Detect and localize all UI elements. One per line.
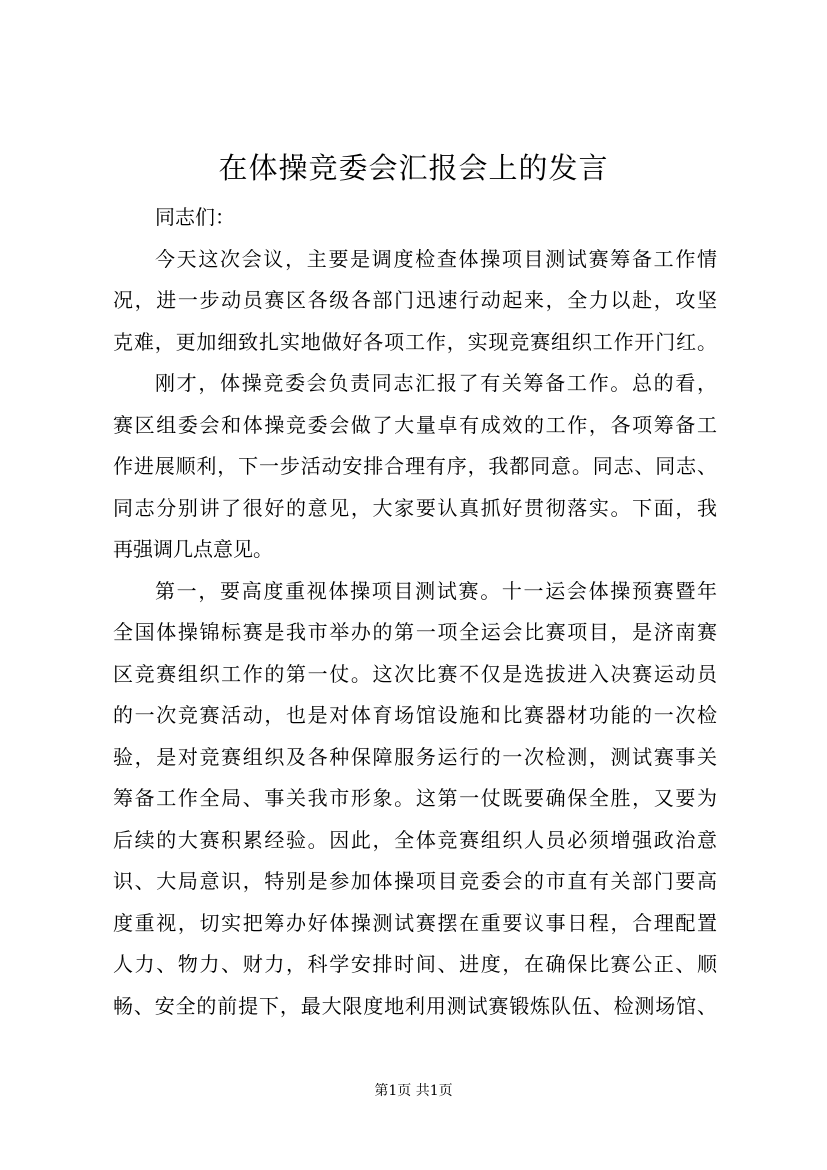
paragraph-line: 克难，更加细致扎实地做好各项工作，实现竞赛组织工作开门红。 [113, 329, 717, 354]
paragraph-line: 第一，要高度重视体操项目测试赛。十一运会体操预赛暨年 [155, 578, 717, 603]
paragraph-line: 赛区组委会和体操竞委会做了大量卓有成效的工作，各项筹备工 [113, 412, 717, 437]
paragraph-line: 况，进一步动员赛区各级各部门迅速行动起来，全力以赴，攻坚 [113, 288, 717, 312]
paragraph-line: 作进展顺利，下一步活动安排合理有序，我都同意。同志、同志、 [113, 454, 717, 478]
paragraph-line: 人力、物力、财力，科学安排时间、进度，在确保比赛公正、顺 [113, 952, 717, 976]
paragraph-line: 验，是对竞赛组织及各种保障服务运行的一次检测，测试赛事关 [113, 744, 717, 769]
paragraph-line: 同志分别讲了很好的意见，大家要认真抓好贯彻落实。下面，我 [113, 495, 717, 520]
paragraph-line: 识、大局意识，特别是参加体操项目竞委会的市直有关部门要高 [113, 869, 717, 893]
paragraph-line: 畅、安全的前提下，最大限度地利用测试赛锻炼队伍、检测场馆、 [113, 993, 717, 1018]
paragraph-line: 后续的大赛积累经验。因此，全体竞赛组织人员必须增强政治意 [113, 827, 717, 852]
paragraph-line: 的一次竞赛活动，也是对体育场馆设施和比赛器材功能的一次检 [113, 703, 717, 727]
paragraph-line: 筹备工作全局、事关我市形象。这第一仗既要确保全胜，又要为 [113, 786, 717, 810]
document-title: 在体操竞委会汇报会上的发言 [218, 151, 609, 185]
paragraph-line: 刚才，体操竞委会负责同志汇报了有关筹备工作。总的看， [155, 371, 717, 395]
page-footer: 第1页 共1页 [374, 1083, 453, 1099]
paragraph-line: 再强调几点意见。 [113, 537, 273, 561]
document-body [113, 197, 717, 1027]
paragraph-line: 全国体操锦标赛是我市举办的第一项全运会比赛项目，是济南赛 [113, 620, 717, 644]
paragraph-line: 今天这次会议，主要是调度检查体操项目测试赛筹备工作情 [155, 246, 717, 271]
paragraph-line: 区竞赛组织工作的第一仗。这次比赛不仅是选拔进入决赛运动员 [113, 661, 717, 686]
salutation-line: 同志们： [155, 205, 235, 229]
paragraph-line: 度重视，切实把筹办好体操测试赛摆在重要议事日程，合理配置 [113, 910, 717, 935]
